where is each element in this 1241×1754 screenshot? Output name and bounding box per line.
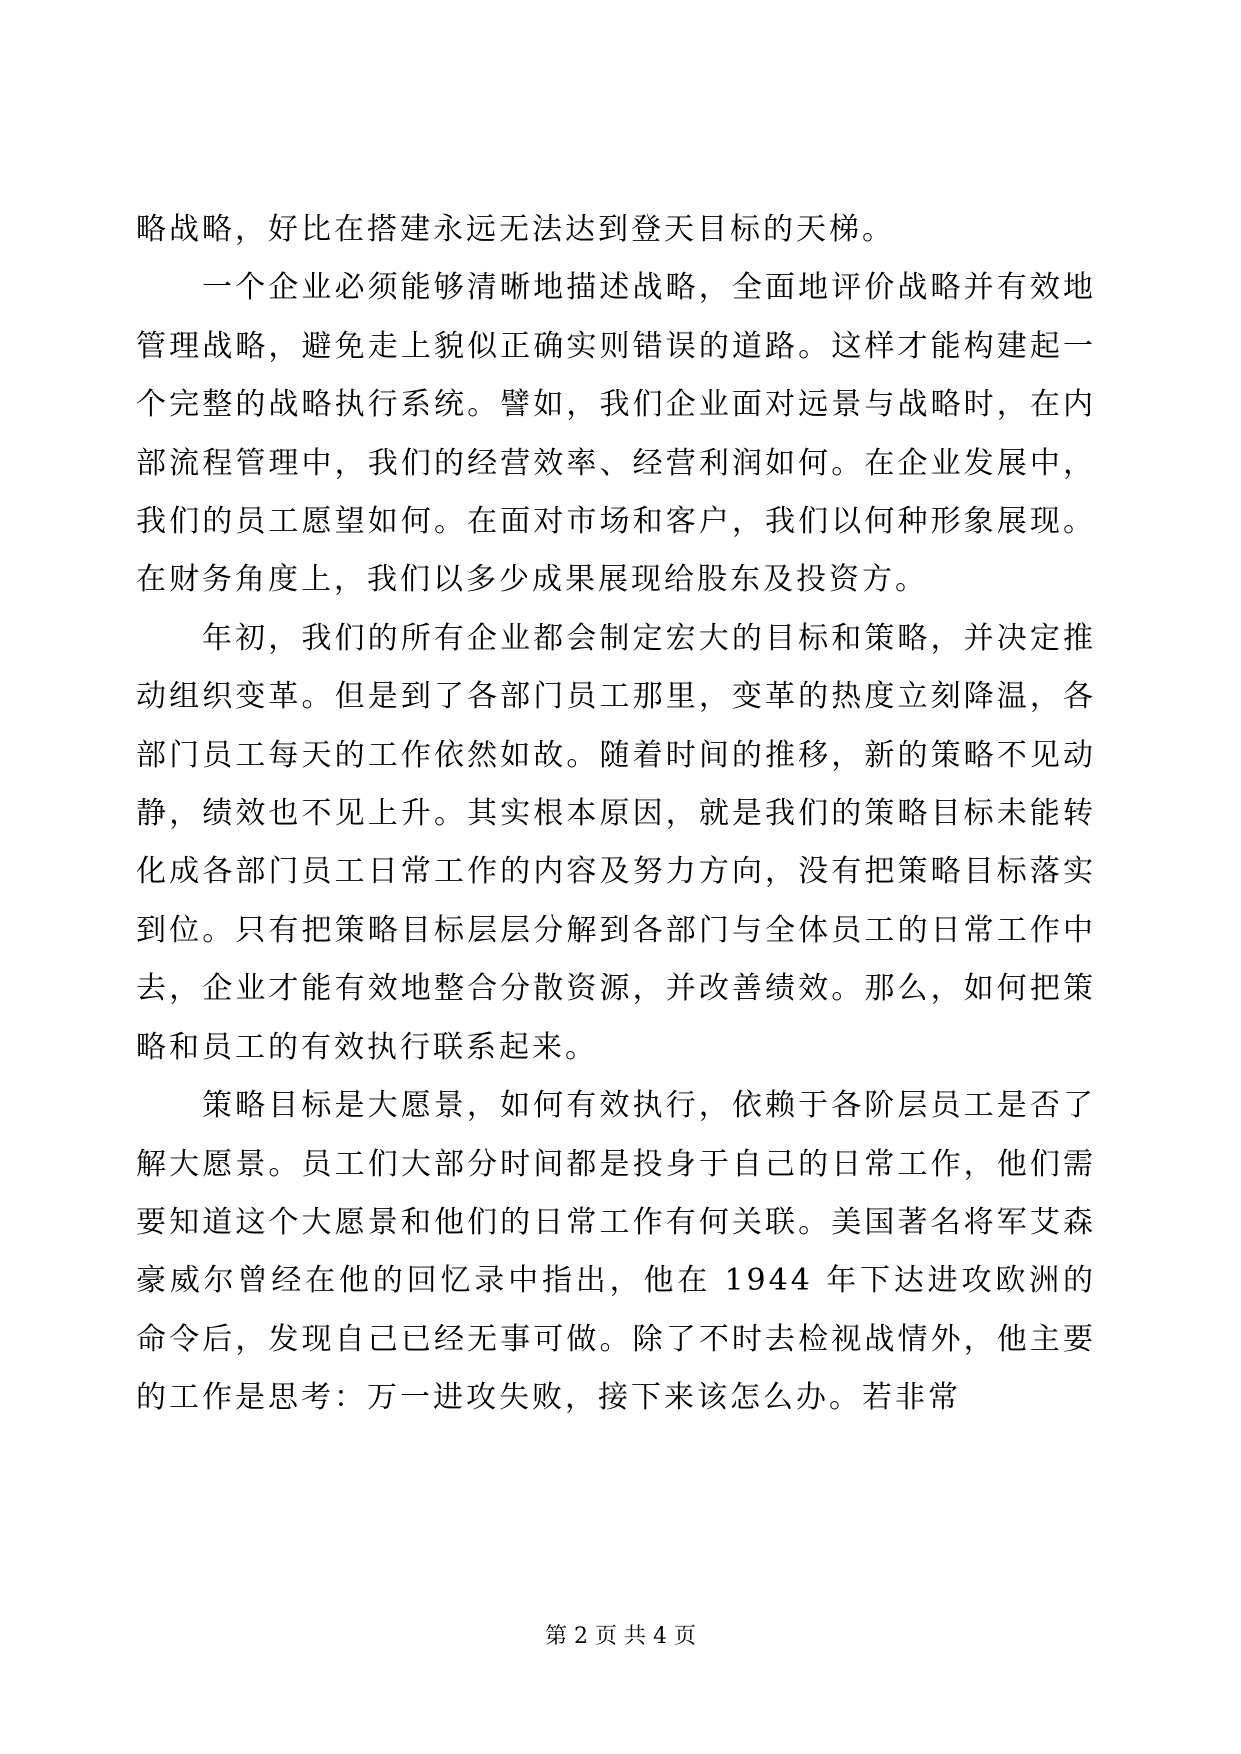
- paragraph-strategy-description: 一个企业必须能够清晰地描述战略，全面地评价战略并有效地管理战略，避免走上貌似正确实则错误的道路。这样才能构建起一个完整的战略执行系统。譬如，我们企业面对远景与战略时，在内部流程管理中，我们的经营效率、经营利润如何。在企业发展中，我们的员工愿望如何。在面对市场和客户，我们以何种形象展现。在财务角度上，我们以多少成果展现给股东及投资方。: [136, 270, 1096, 598]
- page-footer: 第 2 页 共 4 页: [545, 1624, 696, 1649]
- paragraph-organizational-change: 年初，我们的所有企业都会制定宏大的目标和策略，并决定推动组织变革。但是到了各部门员工那里，变革的热度立刻降温，各部门员工每天的工作依然如故。随着时间的推移，新的策略不见动静，绩效也不见上升。其实根本原因，就是我们的策略目标未能转化成各部门员工日常工作的内容及努力方向，没有把策略目标落实到位。只有把策略目标层层分解到各部门与全体员工的日常工作中去，企业才能有效地整合分散资源，并改善绩效。那么，如何把策略和员工的有效执行联系起来。: [136, 620, 1096, 1065]
- paragraph-vision-execution: 策略目标是大愿景，如何有效执行，依赖于各阶层员工是否了解大愿景。员工们大部分时间都是投身于自己的日常工作，他们需要知道这个大愿景和他们的日常工作有何关联。美国著名将军艾森豪威尔曾经在他的回忆录中指出，他在 1944 年下达进攻欧洲的命令后，发现自己已经无事可做。除了不时去检视战情外，他主要的工作是思考：万一进攻失败，接下来该怎么办。若非常: [136, 1088, 1096, 1416]
- paragraph-continuation: 略战略，好比在搭建永远无法达到登天目标的天梯。: [136, 212, 895, 247]
- body-text: [136, 201, 1096, 1428]
